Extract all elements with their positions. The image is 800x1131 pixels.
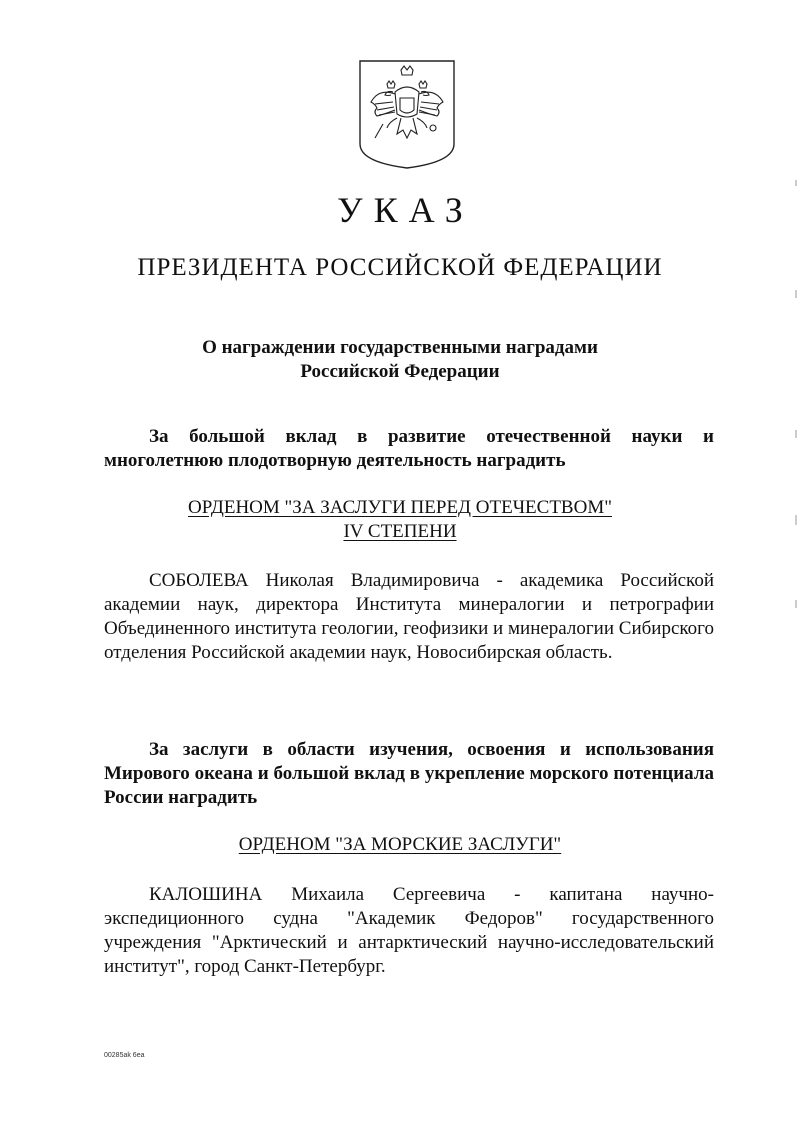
scan-artifact <box>795 290 797 298</box>
award-title-line-2: IV СТЕПЕНИ <box>343 521 457 542</box>
scan-artifact <box>795 600 797 608</box>
preamble-text: За заслуги в области изучения, освоения и использования Мирового океана и большой вклад в укрепление морского потенциала России наградить <box>104 739 714 808</box>
coat-of-arms-icon <box>357 58 457 170</box>
preamble-text: За большой вклад в развитие отечественной науки и многолетнюю плодотворную деятельность наградить <box>104 426 714 471</box>
decree-issuer: ПРЕЗИДЕНТА РОССИЙСКОЙ ФЕДЕРАЦИИ <box>137 254 663 281</box>
recipient-text: КАЛОШИНА Михаила Сергеевича - капитана научно-экспедиционного судна "Академик Федоров" государственного учреждения "Арктический и антарктический научно-исследовательский институт", город Санкт-Петербург. <box>104 884 714 977</box>
section-1-preamble <box>104 425 714 473</box>
section-2-preamble <box>104 738 714 810</box>
subject-line-1: О награждении государственными наградами <box>202 337 598 358</box>
section-1-award <box>0 496 800 544</box>
award-title-line-1: ОРДЕНОМ "ЗА МОРСКИЕ ЗАСЛУГИ" <box>238 834 562 855</box>
section-2-recipient <box>104 883 714 979</box>
decree-subject <box>0 336 800 384</box>
scan-artifact <box>795 515 797 525</box>
decree-title: УКАЗ <box>337 190 474 230</box>
section-2-award <box>0 833 800 857</box>
section-1-recipient <box>104 569 714 665</box>
document-code: 00285ak 6ea <box>104 1052 145 1059</box>
subject-line-2: Российской Федерации <box>300 361 500 382</box>
scan-artifact <box>795 430 797 438</box>
award-title-line-1: ОРДЕНОМ "ЗА ЗАСЛУГИ ПЕРЕД ОТЕЧЕСТВОМ" <box>188 497 612 518</box>
recipient-text: СОБОЛЕВА Николая Владимировича - академика Российской академии наук, директора Института минералогии и петрографии Объединенного института геологии, геофизики и минералогии Сибирского отделения Российской академии наук, Новосибирская область. <box>104 570 714 663</box>
scan-artifact <box>795 180 797 186</box>
